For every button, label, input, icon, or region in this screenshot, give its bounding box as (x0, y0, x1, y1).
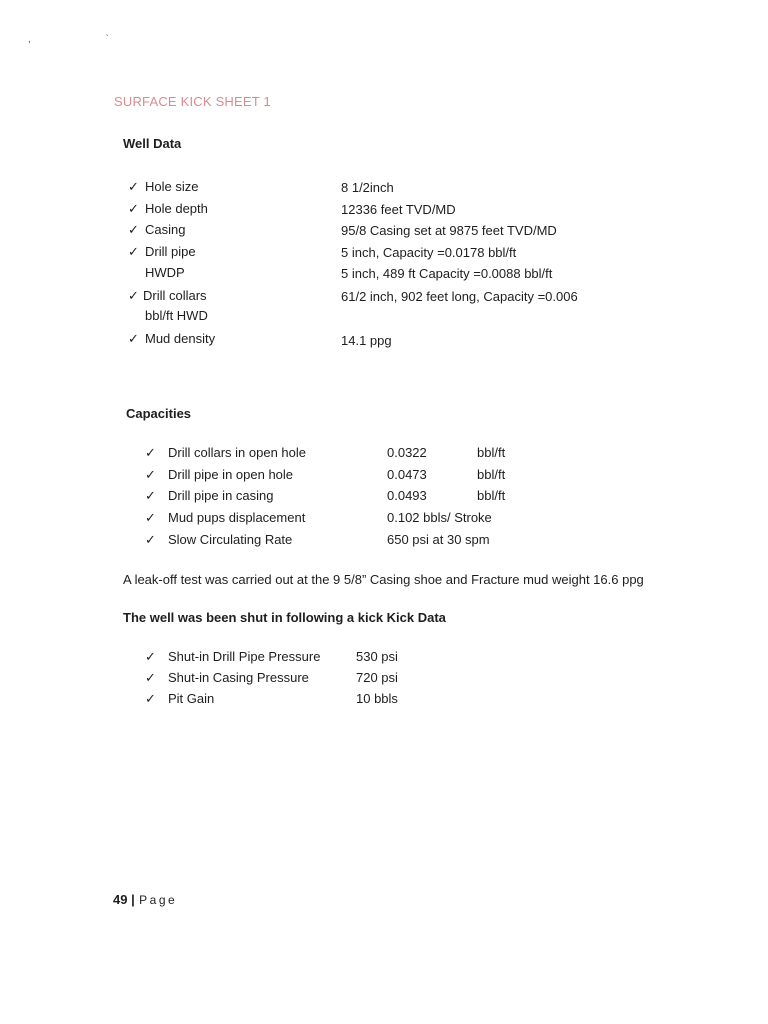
capacity-unit: bbl/ft (477, 467, 506, 482)
check-icon: ✓ (128, 201, 139, 216)
well-data-label: Drill collars (143, 288, 207, 303)
kick-data-heading: The well was been shut in following a kick Kick Data (123, 610, 446, 625)
capacities-heading: Capacities (126, 406, 192, 421)
well-data-value: 95/8 Casing set at 9875 feet TVD/MD (341, 223, 557, 238)
capacity-label: Drill pipe in casing (168, 488, 274, 503)
well-data-value: 12336 feet TVD/MD (341, 202, 456, 217)
well-data-label: Hole depth (145, 201, 208, 216)
well-data-value: 8 1/2inch (341, 180, 394, 195)
kick-data-value: 720 psi (356, 670, 398, 685)
page-footer (113, 891, 177, 909)
well-data-value: 61/2 inch, 902 feet long, Capacity =0.006 (341, 289, 578, 304)
well-data-label: bbl/ft HWD (145, 308, 208, 323)
kick-data-label: Pit Gain (168, 691, 215, 706)
check-icon: ✓ (128, 222, 139, 237)
check-icon: ✓ (128, 288, 139, 303)
well-data-value: 5 inch, Capacity =0.0178 bbl/ft (341, 245, 517, 260)
capacity-label: Slow Circulating Rate (168, 532, 293, 547)
check-icon: ✓ (145, 691, 156, 706)
leak-off-paragraph: A leak-off test was carried out at the 9 5/8” Casing shoe and Fracture mud weight 16.6 ppg (123, 572, 644, 587)
scan-specks: , ` (28, 34, 145, 45)
capacity-value: 0.102 bbls/ Stroke (387, 510, 492, 525)
check-icon: ✓ (128, 244, 139, 259)
kick-data-value: 530 psi (356, 649, 398, 664)
capacity-label: Drill collars in open hole (168, 445, 307, 460)
check-icon: ✓ (145, 467, 156, 482)
capacity-value: 0.0493 (387, 488, 427, 503)
capacity-value: 0.0322 (387, 445, 427, 460)
kick-data-label: Shut-in Drill Pipe Pressure (168, 649, 321, 664)
check-icon: ✓ (145, 649, 156, 664)
check-icon: ✓ (145, 445, 156, 460)
capacity-value: 0.0473 (387, 467, 427, 482)
well-data-label: Casing (145, 222, 186, 237)
well-data-value: 5 inch, 489 ft Capacity =0.0088 bbl/ft (341, 266, 553, 281)
sheet-title: SURFACE KICK SHEET 1 (114, 94, 271, 109)
check-icon: ✓ (145, 488, 156, 503)
check-icon: ✓ (145, 510, 156, 525)
capacity-unit: bbl/ft (477, 488, 506, 503)
well-data-label: Hole size (145, 179, 199, 194)
well-data-heading: Well Data (123, 136, 182, 151)
check-icon: ✓ (128, 331, 139, 346)
page-number: 49 | (113, 892, 135, 907)
check-icon: ✓ (145, 532, 156, 547)
page-word: Page (139, 893, 178, 907)
capacity-label: Mud pups displacement (168, 510, 306, 525)
well-data-label: Drill pipe (145, 244, 196, 259)
check-icon: ✓ (145, 670, 156, 685)
capacity-unit: bbl/ft (477, 445, 506, 460)
well-data-label: HWDP (145, 265, 185, 280)
well-data-label: Mud density (145, 331, 216, 346)
kick-data-value: 10 bbls (356, 691, 398, 706)
well-data-value: 14.1 ppg (341, 333, 392, 348)
check-icon: ✓ (128, 179, 139, 194)
kick-data-label: Shut-in Casing Pressure (168, 670, 309, 685)
capacity-label: Drill pipe in open hole (168, 467, 294, 482)
capacity-value: 650 psi at 30 spm (387, 532, 490, 547)
